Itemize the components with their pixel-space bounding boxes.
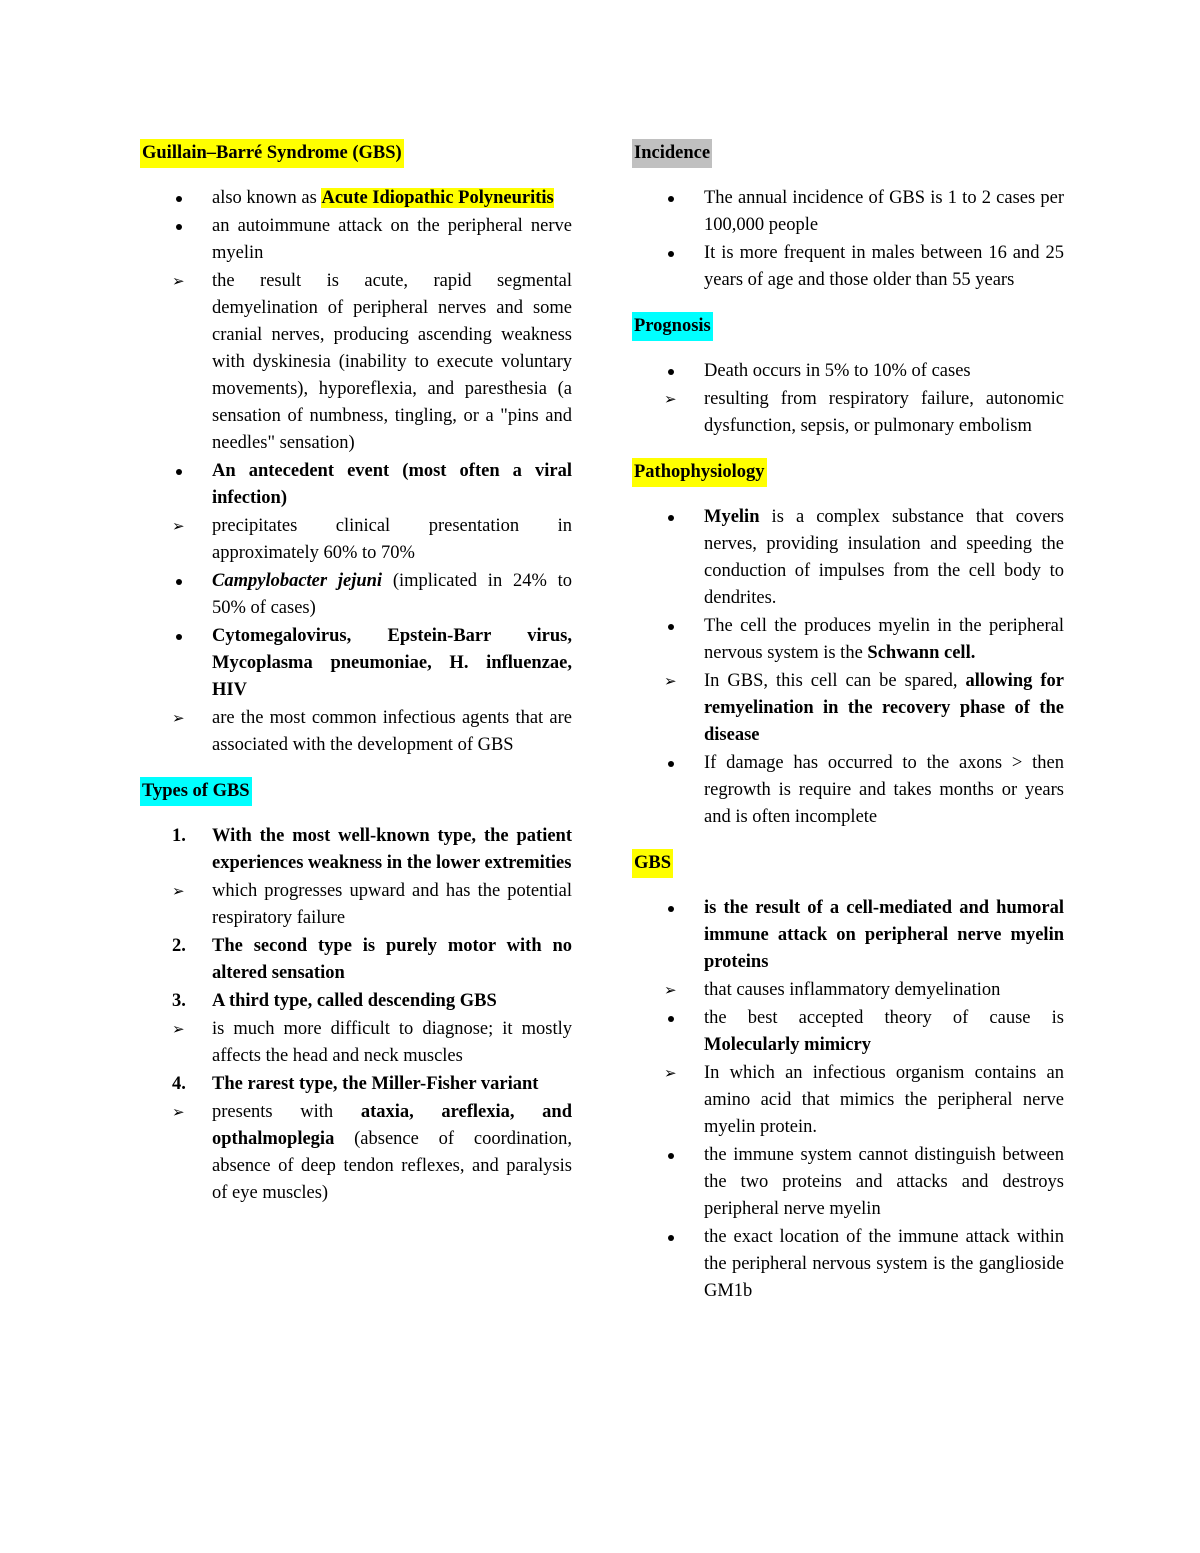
incidence-list bbox=[634, 185, 1064, 294]
bullet-icon bbox=[176, 196, 182, 202]
list-item: the immune system cannot distinguish between the two proteins and attacks and destroys peripheral nerve myelin bbox=[634, 1142, 1064, 1223]
section-heading-pathophysiology: Pathophysiology bbox=[632, 458, 767, 487]
arrow-bullet-icon: ➢ bbox=[664, 1064, 677, 1082]
list-item: If damage has occurred to the axons > then regrowth is require and takes months or years and is often incomplete bbox=[634, 750, 1064, 831]
arrow-bullet-icon: ➢ bbox=[172, 1103, 185, 1121]
gbs-overview-list bbox=[142, 185, 572, 759]
list-item: ➢ In GBS, this cell can be spared, allowing for remyelination in the recovery phase of the disease bbox=[634, 668, 1064, 749]
list-item: ➢ are the most common infectious agents that are associated with the development of GBS bbox=[142, 705, 572, 759]
bullet-icon bbox=[668, 624, 674, 630]
list-item: ➢ that causes inflammatory demyelination bbox=[634, 977, 1064, 1004]
document-title: Guillain–Barré Syndrome (GBS) bbox=[140, 139, 404, 168]
numbered-item: 4. The rarest type, the Miller-Fisher variant bbox=[172, 1074, 539, 1094]
left-column bbox=[142, 139, 572, 1208]
highlighted-term: Acute Idiopathic Polyneuritis bbox=[321, 188, 554, 208]
list-item: Death occurs in 5% to 10% of cases bbox=[634, 358, 1064, 385]
list-item: the exact location of the immune attack within the peripheral nervous system is the ganglioside GM1b bbox=[634, 1224, 1064, 1305]
bullet-icon bbox=[668, 196, 674, 202]
arrow-bullet-icon: ➢ bbox=[172, 272, 185, 290]
list-item: Myelin is a complex substance that covers nerves, providing insulation and speeding the conduction of impulses from the cell body to dendrites. bbox=[634, 504, 1064, 612]
section-heading-gbs: GBS bbox=[632, 849, 673, 878]
bullet-icon bbox=[176, 579, 182, 585]
list-item: ➢ In which an infectious organism contains an amino acid that mimics the peripheral nerve myelin protein. bbox=[634, 1060, 1064, 1141]
arrow-bullet-icon: ➢ bbox=[664, 672, 677, 690]
list-item: the best accepted theory of cause is Molecularly mimicry bbox=[634, 1005, 1064, 1059]
list-item: also known as Acute Idiopathic Polyneuritis bbox=[142, 185, 572, 212]
section-heading-prognosis: Prognosis bbox=[632, 312, 713, 341]
list-item: Cytomegalovirus, Epstein-Barr virus, Mycoplasma pneumoniae, H. influenzae, HIV bbox=[142, 623, 572, 704]
list-item: is the result of a cell-mediated and humoral immune attack on peripheral nerve myelin proteins bbox=[634, 895, 1064, 976]
numbered-item: 1. With the most well-known type, the patient experiences weakness in the lower extremities bbox=[172, 826, 572, 873]
arrow-bullet-icon: ➢ bbox=[172, 1020, 185, 1038]
list-item: ➢ is much more difficult to diagnose; it mostly affects the head and neck muscles bbox=[142, 1016, 572, 1070]
list-item: An antecedent event (most often a viral infection) bbox=[142, 458, 572, 512]
numbered-item: 3. A third type, called descending GBS bbox=[172, 991, 497, 1011]
bullet-icon bbox=[176, 634, 182, 640]
gbs-list bbox=[634, 895, 1064, 1305]
bullet-icon bbox=[668, 251, 674, 257]
list-item: The annual incidence of GBS is 1 to 2 cases per 100,000 people bbox=[634, 185, 1064, 239]
arrow-bullet-icon: ➢ bbox=[664, 981, 677, 999]
bullet-icon bbox=[668, 369, 674, 375]
bullet-icon bbox=[668, 1016, 674, 1022]
section-heading-incidence: Incidence bbox=[632, 139, 712, 168]
list-item: an autoimmune attack on the peripheral nerve myelin bbox=[142, 213, 572, 267]
arrow-bullet-icon: ➢ bbox=[664, 390, 677, 408]
list-item: ➢ resulting from respiratory failure, autonomic dysfunction, sepsis, or pulmonary embolism bbox=[634, 386, 1064, 440]
types-list bbox=[142, 823, 572, 1207]
list-item: Campylobacter jejuni (implicated in 24% to 50% of cases) bbox=[142, 568, 572, 622]
numbered-item: 2. The second type is purely motor with no altered sensation bbox=[172, 936, 572, 983]
bullet-icon bbox=[668, 761, 674, 767]
list-item: ➢ precipitates clinical presentation in approximately 60% to 70% bbox=[142, 513, 572, 567]
prognosis-list bbox=[634, 358, 1064, 440]
bullet-icon bbox=[176, 224, 182, 230]
section-heading-types: Types of GBS bbox=[140, 777, 252, 806]
bullet-icon bbox=[176, 469, 182, 475]
bullet-icon bbox=[668, 1153, 674, 1159]
list-item: The cell the produces myelin in the peripheral nervous system is the Schwann cell. bbox=[634, 613, 1064, 667]
list-item: ➢ the result is acute, rapid segmental demyelination of peripheral nerves and some cranial nerves, producing ascending weakness with dyskinesia (inability to execute voluntary movements), hyporeflexia, and paresthesia (a sensation of numbness, tingling, or a "pins and needles" sensation) bbox=[142, 268, 572, 457]
list-item: It is more frequent in males between 16 and 25 years of age and those older than 55 years bbox=[634, 240, 1064, 294]
bullet-icon bbox=[668, 906, 674, 912]
bullet-icon bbox=[668, 1235, 674, 1241]
arrow-bullet-icon: ➢ bbox=[172, 709, 185, 727]
list-item: ➢ which progresses upward and has the potential respiratory failure bbox=[142, 878, 572, 932]
arrow-bullet-icon: ➢ bbox=[172, 882, 185, 900]
pathophysiology-list bbox=[634, 504, 1064, 831]
bullet-icon bbox=[668, 515, 674, 521]
arrow-bullet-icon: ➢ bbox=[172, 517, 185, 535]
list-item: ➢ presents with ataxia, areflexia, and opthalmoplegia (absence of coordination, absence of deep tendon reflexes, and paralysis of eye muscles) bbox=[142, 1099, 572, 1207]
right-column bbox=[634, 139, 1064, 1306]
